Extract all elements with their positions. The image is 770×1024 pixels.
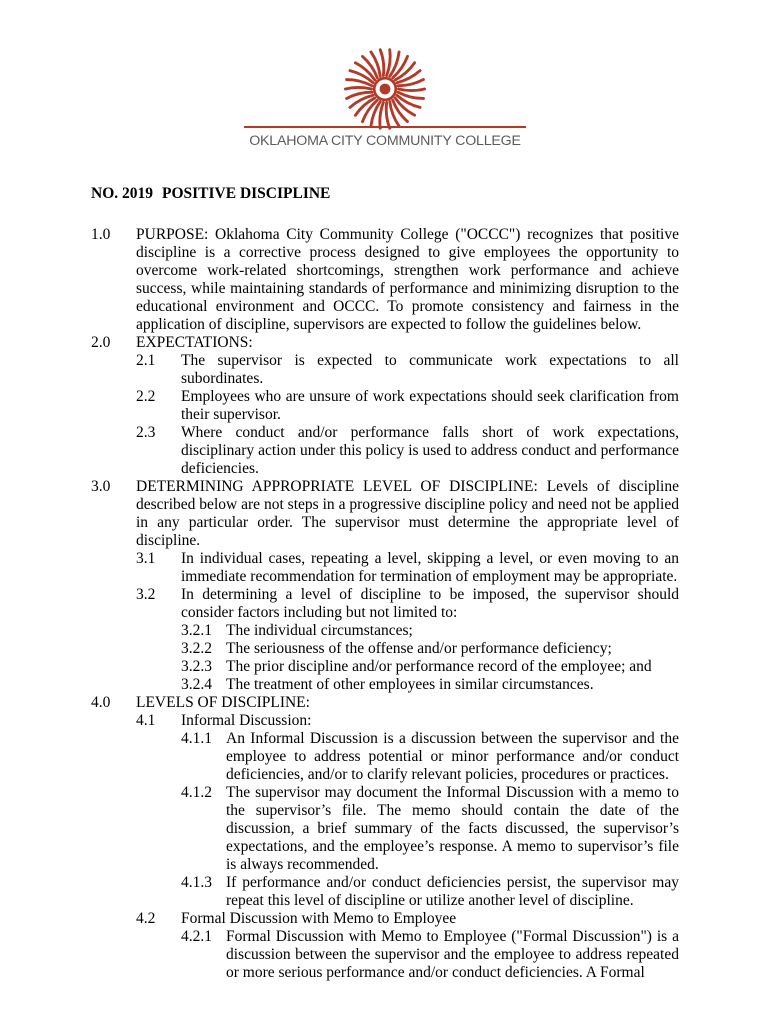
- section-2-2: [0, 388, 770, 424]
- section-text: Where conduct and/or performance falls short of work expectations, disciplinary action under this policy is used to address conduct and performance deficiencies.: [181, 424, 679, 477]
- header-rule: [244, 126, 526, 128]
- section-number: 4.2.1: [181, 928, 212, 945]
- section-4-1-3: [0, 874, 770, 910]
- section-text: The supervisor may document the Informal Discussion with a memo to the supervisor’s file. The memo should contain the date of the discussion, a brief summary of the facts discussed, the supervisor’s expectations, and the employee’s response. A memo to supervisor’s file is always recommended.: [226, 784, 679, 873]
- section-number: 1.0: [91, 226, 111, 243]
- section-3-2-2: [0, 640, 770, 658]
- section-number: 3.2.2: [181, 640, 212, 657]
- section-number: 4.1.3: [181, 874, 212, 891]
- institution-name: OKLAHOMA CITY COMMUNITY COLLEGE: [249, 133, 521, 149]
- section-text: Informal Discussion:: [181, 712, 312, 729]
- section-4-1-2: [0, 784, 770, 874]
- section-number: 4.1.1: [181, 730, 212, 747]
- section-3-0: [0, 478, 770, 550]
- section-text: The treatment of other employees in similar circumstances.: [226, 676, 594, 693]
- section-text: In determining a level of discipline to be imposed, the supervisor should consider factors including but not limited to:: [181, 586, 679, 621]
- section-2-3: [0, 424, 770, 478]
- section-1-0: [0, 226, 770, 334]
- section-3-2-3: [0, 658, 770, 676]
- section-3-2-1: [0, 622, 770, 640]
- section-text: An Informal Discussion is a discussion between the supervisor and the employee to address potential or minor performance and/or conduct deficiencies, and/or to clarify relevant policies, procedures or practices.: [226, 730, 679, 783]
- section-number: 4.2: [136, 910, 156, 927]
- section-4-2: [0, 910, 770, 928]
- section-3-2: [0, 586, 770, 622]
- section-text: Formal Discussion with Memo to Employee ("Formal Discussion") is a discussion between the supervisor and the employee to address repeated or more serious performance and/or conduct deficiencies. A Formal: [226, 928, 679, 981]
- section-3-1: [0, 550, 770, 586]
- section-text: Formal Discussion with Memo to Employee: [181, 910, 457, 927]
- section-number: 3.2.1: [181, 622, 212, 639]
- section-4-2-1: [0, 928, 770, 982]
- section-text: The supervisor is expected to communicate work expectations to all subordinates.: [181, 352, 679, 387]
- section-text: PURPOSE: Oklahoma City Community College ("OCCC") recognizes that positive discipline is a corrective process designed to give employees the opportunity to overcome work-related shortcomings, strengthen work performance and achieve success, while maintaining standards of performance and minimizing disruption to the educational environment and OCCC. To promote consistency and fairness in the application of discipline, supervisors are expected to follow the guidelines below.: [136, 226, 679, 333]
- section-4-1-1: [0, 730, 770, 784]
- section-number: 3.2.4: [181, 676, 212, 693]
- section-number: 2.2: [136, 388, 156, 405]
- section-number: 3.2.3: [181, 658, 212, 675]
- section-number: 3.0: [91, 478, 111, 495]
- section-number: 3.1: [136, 550, 156, 567]
- section-number: 2.3: [136, 424, 156, 441]
- section-text: The prior discipline and/or performance record of the employee; and: [226, 658, 652, 675]
- policy-number: NO. 2019: [91, 185, 153, 202]
- section-text: The individual circumstances;: [226, 622, 413, 639]
- section-text: The seriousness of the offense and/or performance deficiency;: [226, 640, 612, 657]
- section-text: In individual cases, repeating a level, skipping a level, or even moving to an immediate recommendation for termination of employment may be appropriate.: [181, 550, 679, 585]
- section-number: 4.0: [91, 694, 111, 711]
- section-text: If performance and/or conduct deficiencies persist, the supervisor may repeat this level of discipline or utilize another level of discipline.: [226, 874, 679, 909]
- section-2-1: [0, 352, 770, 388]
- section-4-1: [0, 712, 770, 730]
- sunburst-logo-icon: [340, 44, 430, 134]
- section-number: 2.0: [91, 334, 111, 351]
- section-number: 4.1: [136, 712, 156, 729]
- section-text: DETERMINING APPROPRIATE LEVEL OF DISCIPLINE: Levels of discipline described below are not steps in a progressive discipline policy and need not be applied in any particular order. The supervisor must determine the appropriate level of discipline.: [136, 478, 679, 549]
- section-number: 4.1.2: [181, 784, 212, 801]
- section-text: LEVELS OF DISCIPLINE:: [136, 694, 310, 711]
- section-3-2-4: [0, 676, 770, 694]
- section-text: EXPECTATIONS:: [136, 334, 253, 351]
- section-4-0: [0, 694, 770, 712]
- section-text: Employees who are unsure of work expectations should seek clarification from their supervisor.: [181, 388, 679, 423]
- section-number: 2.1: [136, 352, 156, 369]
- section-2-0: [0, 334, 770, 352]
- section-number: 3.2: [136, 586, 156, 603]
- policy-title: POSITIVE DISCIPLINE: [162, 185, 331, 202]
- policy-body: [0, 226, 770, 982]
